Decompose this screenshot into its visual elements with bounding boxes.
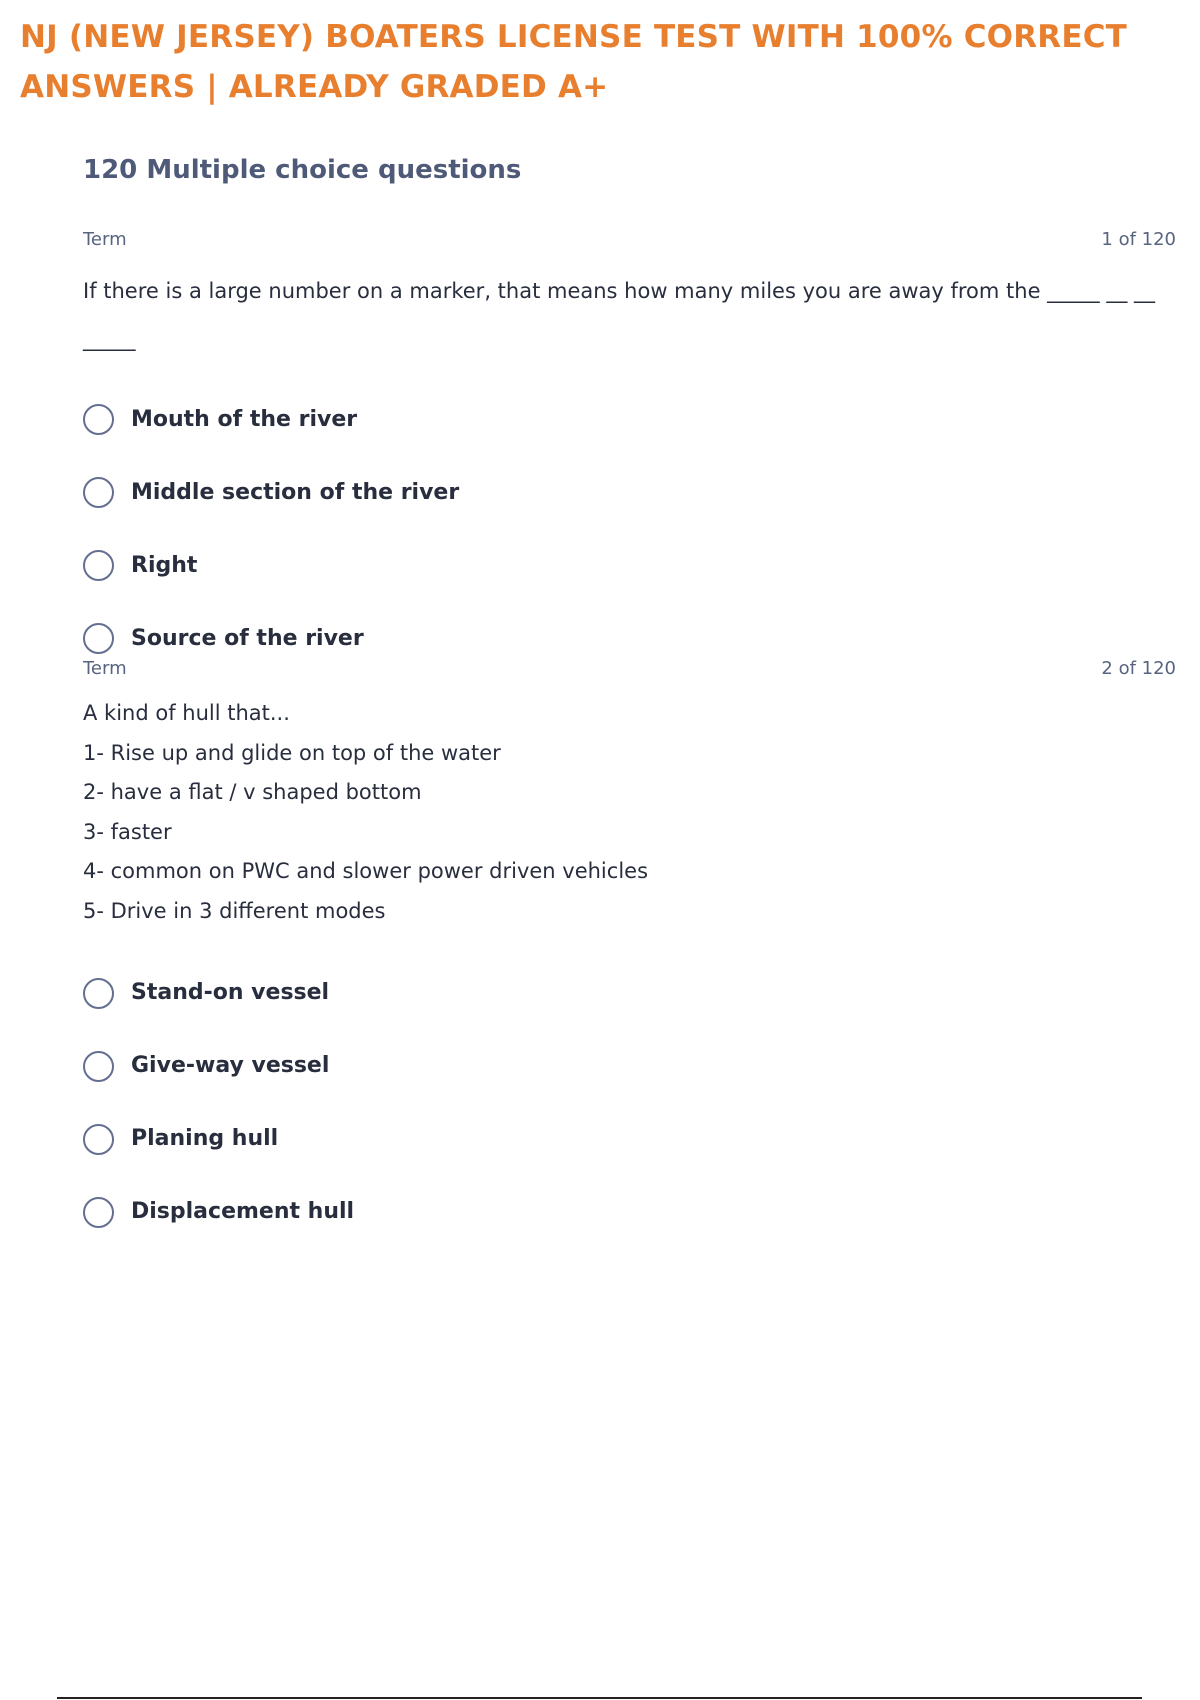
radio-unchecked-icon[interactable] — [83, 978, 114, 1009]
question-text: If there is a large number on a marker, that means how many miles you are away from the _____ __ __ _____ — [83, 279, 1156, 351]
answer-options — [83, 957, 1176, 1249]
answer-option[interactable] — [83, 529, 1176, 602]
answer-option[interactable] — [83, 383, 1176, 456]
question-text-line: 2- have a flat / v shaped bottom — [83, 780, 422, 805]
question-text-line: 4- common on PWC and slower power driven vehicles — [83, 859, 649, 884]
answer-option[interactable] — [83, 456, 1176, 529]
radio-unchecked-icon[interactable] — [83, 623, 114, 654]
answer-option[interactable] — [83, 1103, 1176, 1176]
term-label: Term — [83, 658, 127, 679]
answer-option-label: Right — [131, 552, 198, 578]
question-header — [83, 654, 1176, 684]
term-label: Term — [83, 229, 127, 250]
radio-unchecked-icon[interactable] — [83, 1124, 114, 1155]
answer-option-label: Source of the river — [131, 625, 364, 651]
question-card-1 — [83, 225, 1176, 675]
question-text — [83, 694, 1176, 932]
answer-option-label: Stand-on vessel — [131, 980, 330, 1006]
question-text-line: A kind of hull that... — [83, 701, 290, 725]
answer-option[interactable] — [83, 1030, 1176, 1103]
question-text-line: 5- Drive in 3 different modes — [83, 898, 386, 923]
answer-option[interactable] — [83, 957, 1176, 1030]
radio-unchecked-icon[interactable] — [83, 1051, 114, 1082]
answer-option[interactable] — [83, 1176, 1176, 1249]
answer-option-label: Mouth of the river — [131, 406, 358, 432]
question-counter: 2 of 120 — [1101, 658, 1176, 679]
answer-option-label: Middle section of the river — [131, 479, 460, 505]
question-card-2 — [83, 654, 1176, 1249]
document-title: NJ (NEW JERSEY) BOATERS LICENSE TEST WITH 100% CORRECT ANSWERS | ALREADY GRADED A+ — [20, 19, 1128, 105]
question-counter: 1 of 120 — [1101, 229, 1176, 250]
radio-unchecked-icon[interactable] — [83, 404, 114, 435]
question-text-line: 1- Rise up and glide on top of the water — [83, 740, 501, 765]
page-bottom-rule — [57, 1697, 1142, 1699]
answer-option-label: Displacement hull — [131, 1199, 355, 1225]
question-header — [83, 225, 1176, 255]
radio-unchecked-icon[interactable] — [83, 477, 114, 508]
radio-unchecked-icon[interactable] — [83, 550, 114, 581]
answer-option-label: Planing hull — [131, 1126, 279, 1152]
answer-options — [83, 383, 1176, 675]
question-text-line: 3- faster — [83, 819, 172, 844]
quiz-heading: 120 Multiple choice questions — [83, 155, 522, 185]
radio-unchecked-icon[interactable] — [83, 1197, 114, 1228]
answer-option-label: Give-way vessel — [131, 1053, 330, 1079]
